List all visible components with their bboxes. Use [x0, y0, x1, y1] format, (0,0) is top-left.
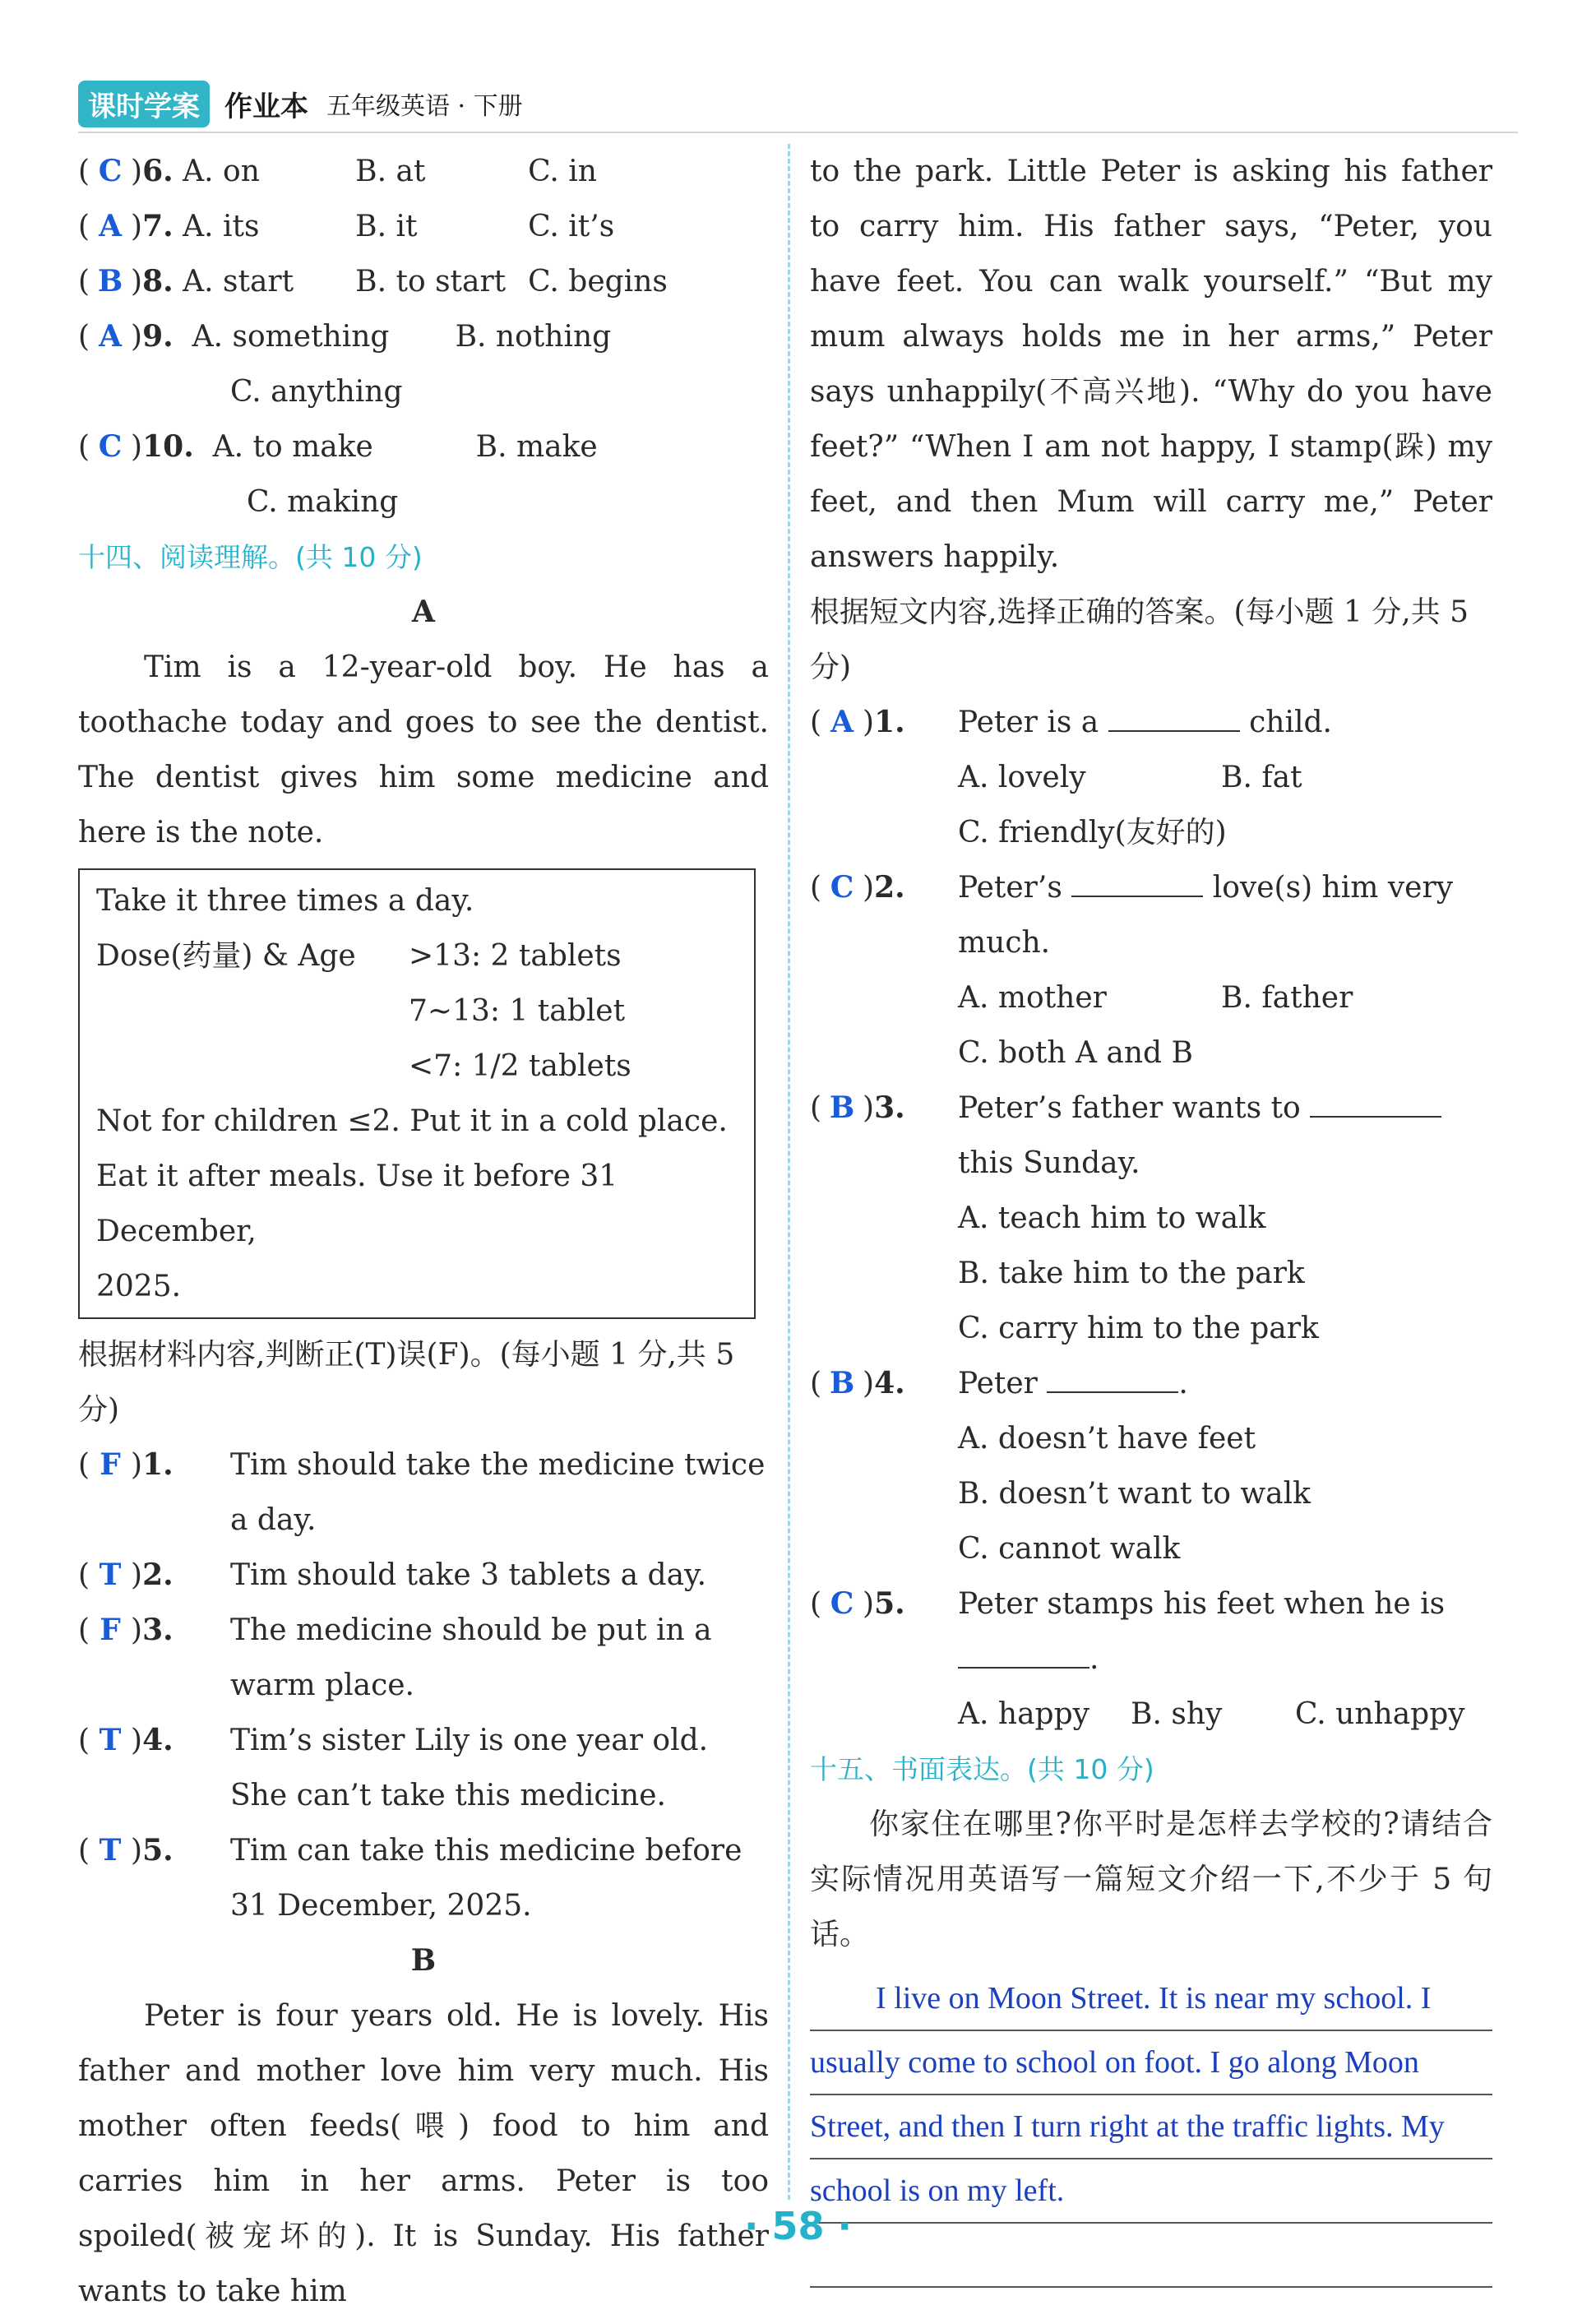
writing-line: I live on Moon Street. It is near my school. I: [810, 1967, 1492, 2031]
question-8: ( B )8. A. start B. to start C. begins: [78, 254, 769, 309]
answer: C: [98, 429, 123, 464]
answer: C: [830, 1586, 854, 1621]
question-7: ( A )7. A. its B. it C. it’s: [78, 199, 769, 254]
answer: B: [829, 1090, 855, 1125]
writing-line: school is on my left.: [810, 2159, 1492, 2224]
question-6: ( C )6. A. on B. at C. in: [78, 144, 769, 199]
answer: A: [830, 705, 854, 739]
writing-line: usually come to school on foot. I go along Moon: [810, 2031, 1492, 2095]
answer: F: [99, 1447, 121, 1482]
tf-question-3: ( F )3. The medicine should be put in a warm place.: [78, 1603, 769, 1713]
section-15-title: 十五、书面表达。(共 10 分): [810, 1753, 1154, 1785]
answer-blank: [958, 1642, 1089, 1669]
question-10: ( C )10. A. to make B. make C. making: [78, 419, 769, 530]
tf-question-2: ( T )2. Tim should take 3 tablets a day.: [78, 1548, 769, 1603]
mc-question-3: ( B )3. Peter’s father wants to this Sunday. A. teach him to walk B. take him to the park C. carry him to the park: [810, 1081, 1492, 1356]
answer: A: [99, 319, 123, 354]
answer: C: [830, 870, 854, 905]
answer: T: [99, 1558, 122, 1592]
subtitle: 五年级英语 · 下册: [326, 92, 523, 121]
brand-logo: 课时学案: [78, 81, 210, 127]
answer: A: [99, 209, 123, 243]
mc-question-4: ( B )4. Peter . A. doesn’t have feet B. doesn’t want to walk C. cannot walk: [810, 1356, 1492, 1576]
mc-question-2: ( C )2. Peter’s love(s) him very much. A. mother B. father C. both A and B: [810, 860, 1492, 1081]
passage-b-title: B: [410, 1943, 437, 1978]
tf-question-4: ( T )4. Tim’s sister Lily is one year old. She can’t take this medicine.: [78, 1713, 769, 1823]
writing-line: Street, and then I turn right at the traffic lights. My: [810, 2095, 1492, 2159]
passage-a-title: A: [412, 595, 435, 629]
tf-instructions: 根据材料内容,判断正(T)误(F)。(每小题 1 分,共 5 分): [78, 1338, 735, 1427]
section-14-title: 十四、阅读理解。(共 10 分): [78, 541, 423, 573]
answer: C: [98, 154, 123, 188]
passage-b: Peter is four years old. He is lovely. His father and mother love him very much. His mother often feeds(喂) food to him and carries him in her arms. Peter is too spoiled(被宠坏的). It is Sunday. His father wants to take him: [78, 1999, 769, 2308]
answer: B: [97, 264, 123, 299]
right-column: [810, 144, 1492, 2288]
writing-prompt: 你家住在哪里?你平时是怎样去学校的?请结合实际情况用英语写一篇短文介绍一下,不少于 5 句话。: [810, 1808, 1492, 1951]
answer: T: [99, 1833, 122, 1868]
answer-blank: [1071, 871, 1203, 897]
product-name: 作业本: [224, 90, 308, 123]
mc-question-1: ( A )1. Peter is a child. A. lovely B. fat C. friendly(友好的): [810, 695, 1492, 860]
answer-blank: [1310, 1091, 1441, 1118]
tf-question-5: ( T )5. Tim can take this medicine before 31 December, 2025.: [78, 1823, 769, 1933]
answer: F: [99, 1613, 121, 1647]
passage-b-continued: to the park. Little Peter is asking his father to carry him. His father says, “Peter, you have feet. You can walk yourself.” “But my mum always holds me in her arms,” Peter says unhappily(不高兴地). “Why do you have feet?” “When I am not happy, I stamp(跺) my feet, and then Mum will carry me,” Peter answers happily.: [810, 155, 1492, 574]
left-column: [78, 144, 769, 2319]
passage-a: Tim is a 12-year-old boy. He has a toothache today and goes to see the dentist. The dentist gives him some medicine and here is the note.: [78, 650, 769, 849]
mc-instructions: 根据短文内容,选择正确的答案。(每小题 1 分,共 5 分): [810, 595, 1469, 684]
tf-question-1: ( F )1. Tim should take the medicine twice a day.: [78, 1437, 769, 1548]
mc-question-5: ( C )5. Peter stamps his feet when he is . A. happy B. shy C. unhappy: [810, 1576, 1492, 1742]
page-header: [78, 79, 523, 128]
answer-blank: [1047, 1367, 1178, 1393]
page-number: · 58 ·: [744, 2204, 852, 2248]
column-divider: [788, 144, 790, 2200]
medicine-note: Take it three times a day. Dose(药量) & Age >13: 2 tablets 7~13: 1 tablet <7: 1/2 tablets Not for children ≤2. Put it in a cold place. Eat it after meals. Use it before 31 December, 2025.: [78, 868, 756, 1319]
answer: T: [99, 1723, 122, 1757]
header-rule: [78, 132, 1518, 133]
answer: B: [829, 1366, 855, 1400]
answer-blank: [1108, 706, 1240, 732]
question-9: ( A )9. A. something B. nothing C. anything: [78, 309, 769, 419]
